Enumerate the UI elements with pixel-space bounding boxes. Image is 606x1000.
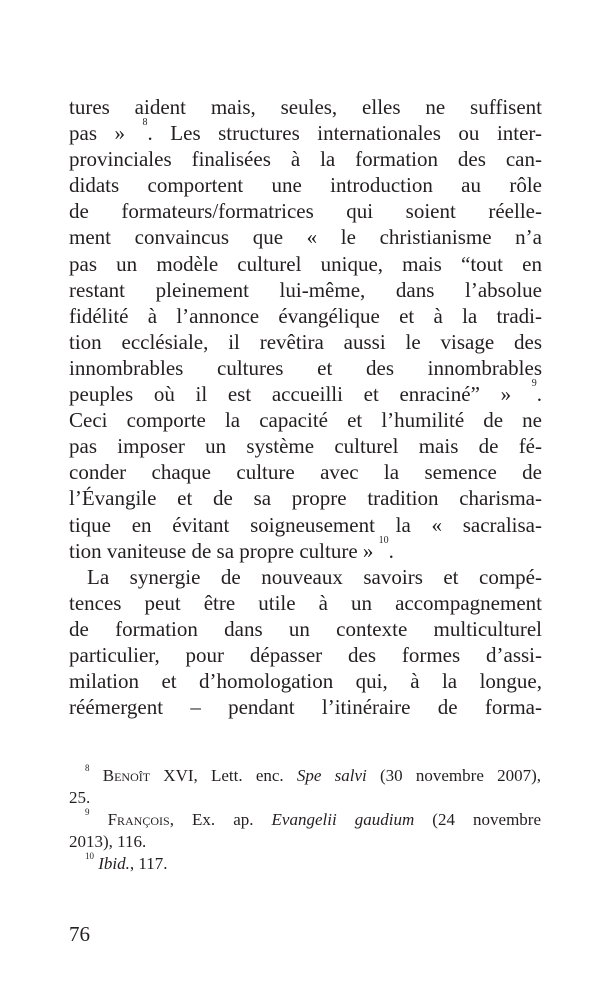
text-run: innombrables cultures et des innombrables: [69, 355, 542, 380]
body-text: [69, 94, 542, 720]
text-line: [69, 355, 542, 381]
text-run: (30 novembre 2007),: [366, 766, 542, 785]
author-name: François: [107, 810, 170, 829]
text-run: milation et d’homologation qui, à la longue,: [69, 669, 542, 694]
footnote-ref: 10: [378, 534, 389, 546]
text-line: [69, 459, 542, 485]
text-run: La synergie de nouveaux savoirs et compé-: [87, 564, 542, 589]
text-run: didats comportent une introduction au rôle: [69, 173, 542, 198]
text-run: Ceci comporte la capacité et l’humilité de ne: [69, 408, 542, 433]
footnote-ref: 9: [531, 378, 537, 390]
text-run: particulier, pour dépasser des formes d’assi-: [69, 642, 542, 667]
text-run: , Ex. ap.: [169, 810, 272, 829]
footnote-line: [69, 853, 541, 875]
text-run: de formateurs/formatrices qui soient réelle-: [69, 199, 542, 224]
text-run: restant pleinement lui-même, dans l’absolue: [69, 277, 542, 302]
footnote-line: [69, 765, 541, 787]
text-run: tences peut être utile à un accompagnement: [69, 590, 542, 615]
text-line: [69, 329, 542, 355]
footnote-ref: 9: [85, 807, 90, 817]
text-line: [69, 94, 542, 120]
text-run: XVI, Lett. enc.: [150, 766, 297, 785]
text-line: [69, 694, 542, 720]
text-run: fidélité à l’annonce évangélique et à la tradi-: [69, 303, 542, 328]
text-run: , 117.: [129, 854, 168, 873]
text-run: de formation dans un contexte multiculturel: [69, 616, 542, 641]
text-run: peuples où il est accueilli et enraciné” »: [69, 382, 532, 407]
text-run: ment convaincus que « le christianisme n’a: [69, 225, 542, 250]
text-line: [69, 146, 542, 172]
text-line: [69, 668, 542, 694]
italic-title: Spe salvi: [296, 766, 367, 785]
text-line: [69, 172, 542, 198]
text-line: [69, 433, 542, 459]
text-run: [90, 810, 108, 829]
text-line: [69, 224, 542, 250]
text-run: (24 novembre: [414, 810, 541, 829]
text-run: conder chaque culture avec la semence de: [69, 460, 542, 485]
text-line: [69, 277, 542, 303]
text-run: . Les structures internationales ou inter-: [147, 121, 542, 146]
text-line: [69, 642, 542, 668]
text-line: [69, 590, 542, 616]
text-line: [69, 303, 542, 329]
text-run: l’Évangile et de sa propre tradition charisma-: [69, 486, 542, 511]
text-line: [69, 616, 542, 642]
footnotes: [69, 765, 541, 875]
text-line: [69, 251, 542, 277]
text-run: .: [388, 538, 394, 563]
footnote-ref: 8: [85, 763, 90, 773]
text-run: tion vaniteuse de sa propre culture »: [69, 538, 379, 563]
text-line: [69, 512, 542, 538]
text-run: 25.: [69, 788, 91, 807]
text-run: tique en évitant soigneusement la « sacralisa-: [69, 512, 542, 537]
text-run: pas »: [69, 121, 143, 146]
text-run: pas imposer un système culturel mais de fé-: [69, 434, 542, 459]
footnote-ref: 10: [85, 851, 94, 861]
text-run: .: [536, 382, 542, 407]
text-line: [69, 407, 542, 433]
text-line: [69, 117, 542, 146]
text-line: [69, 378, 542, 407]
text-line: [69, 564, 542, 590]
author-name: Benoît: [102, 766, 151, 785]
text-run: provinciales finalisées à la formation des can-: [69, 147, 542, 172]
footnote-line: [69, 787, 541, 809]
text-line: [69, 534, 542, 564]
text-run: 2013), 116.: [69, 832, 147, 851]
italic-title: Ibid.: [98, 854, 130, 873]
footnote-ref: 8: [142, 117, 148, 129]
italic-title: Evangelii gaudium: [271, 810, 415, 829]
text-run: tures aident mais, seules, elles ne suffisent: [69, 95, 542, 119]
text-line: [69, 485, 542, 511]
footnote-line: [69, 831, 541, 853]
text-line: [69, 198, 542, 224]
text-run: [90, 766, 103, 785]
text-run: réémergent – pendant l’itinéraire de forma-: [69, 695, 542, 720]
text-run: tion ecclésiale, il revêtira aussi le visage des: [69, 329, 542, 354]
page-number: 76: [69, 922, 90, 946]
footnote-line: [69, 809, 541, 831]
text-run: pas un modèle culturel unique, mais “tout en: [69, 251, 542, 276]
